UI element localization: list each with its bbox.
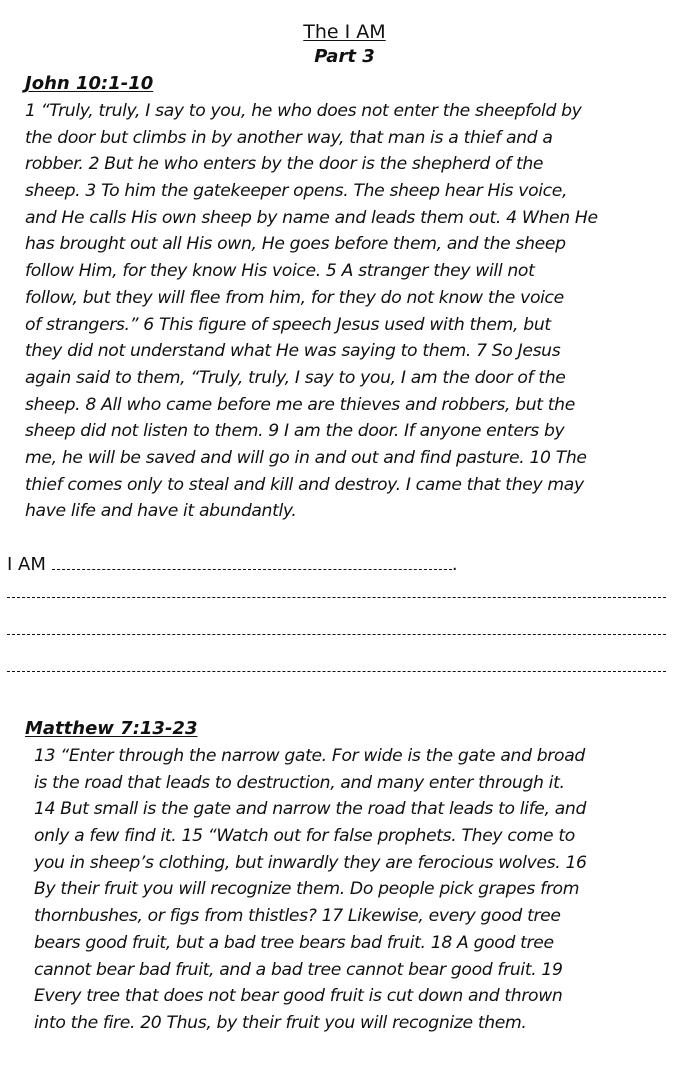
passage-line: cannot bear bad fruit, and a bad tree cannot bear good fruit. 19 bbox=[34, 959, 563, 980]
scripture-passage-matthew bbox=[34, 743, 587, 1037]
passage-line: of strangers.” 6 This figure of speech Jesus used with them, but bbox=[25, 314, 551, 335]
passage-line: 13 “Enter through the narrow gate. For wide is the gate and broad bbox=[34, 746, 585, 766]
answer-line[interactable] bbox=[7, 634, 666, 635]
scripture-reference-matthew: Matthew 7:13-23 bbox=[25, 718, 198, 739]
i-am-fill-in bbox=[7, 553, 458, 577]
answer-line[interactable] bbox=[7, 671, 666, 672]
i-am-answer-blank[interactable] bbox=[52, 555, 452, 570]
passage-line: you in sheep’s clothing, but inwardly they are ferocious wolves. 16 bbox=[34, 852, 587, 873]
passage-line: 1 “Truly, truly, I say to you, he who does not enter the sheepfold by bbox=[25, 101, 582, 121]
passage-line: again said to them, “Truly, truly, I say to you, I am the door of the bbox=[25, 367, 566, 388]
passage-line: have life and have it abundantly. bbox=[25, 501, 297, 522]
passage-line: has brought out all His own, He goes before them, and the sheep bbox=[25, 234, 566, 255]
passage-line: robber. 2 But he who enters by the door is the shepherd of the bbox=[25, 154, 544, 175]
passage-line: By their fruit you will recognize them. Do people pick grapes from bbox=[34, 879, 580, 900]
passage-line: the door but climbs in by another way, that man is a thief and a bbox=[25, 127, 553, 148]
passage-line: only a few find it. 15 “Watch out for false prophets. They come to bbox=[34, 826, 575, 847]
page-subtitle: Part 3 bbox=[314, 46, 375, 67]
passage-line: is the road that leads to destruction, and many enter through it. bbox=[34, 772, 565, 793]
passage-line: follow Him, for they know His voice. 5 A stranger they will not bbox=[25, 261, 535, 282]
passage-line: Every tree that does not bear good fruit is cut down and thrown bbox=[34, 986, 563, 1007]
passage-line: bears good fruit, but a bad tree bears bad fruit. 18 A good tree bbox=[34, 932, 554, 953]
passage-line: 14 But small is the gate and narrow the road that leads to life, and bbox=[34, 799, 587, 820]
passage-line: thornbushes, or figs from thistles? 17 Likewise, every good tree bbox=[34, 906, 561, 927]
passage-line: and He calls His own sheep by name and leads them out. 4 When He bbox=[25, 207, 598, 228]
scripture-reference-john: John 10:1-10 bbox=[25, 73, 154, 94]
passage-line: into the fire. 20 Thus, by their fruit you will recognize them. bbox=[34, 1012, 527, 1033]
passage-line: sheep. 8 All who came before me are thieves and robbers, but the bbox=[25, 394, 575, 415]
passage-line: me, he will be saved and will go in and out and find pasture. 10 The bbox=[25, 447, 587, 468]
scripture-passage-john bbox=[25, 98, 598, 525]
answer-line[interactable] bbox=[7, 597, 666, 598]
passage-line: sheep did not listen to them. 9 I am the door. If anyone enters by bbox=[25, 421, 565, 442]
passage-line: thief comes only to steal and kill and destroy. I came that they may bbox=[25, 474, 584, 495]
title-text: The I AM bbox=[303, 21, 386, 43]
passage-line: sheep. 3 To him the gatekeeper opens. The sheep hear His voice, bbox=[25, 181, 568, 202]
page-title bbox=[0, 20, 689, 44]
passage-line: follow, but they will flee from him, for they do not know the voice bbox=[25, 287, 564, 308]
i-am-end-mark: . bbox=[451, 554, 458, 575]
passage-line: they did not understand what He was saying to them. 7 So Jesus bbox=[25, 341, 561, 362]
i-am-prompt: I AM bbox=[7, 554, 46, 575]
